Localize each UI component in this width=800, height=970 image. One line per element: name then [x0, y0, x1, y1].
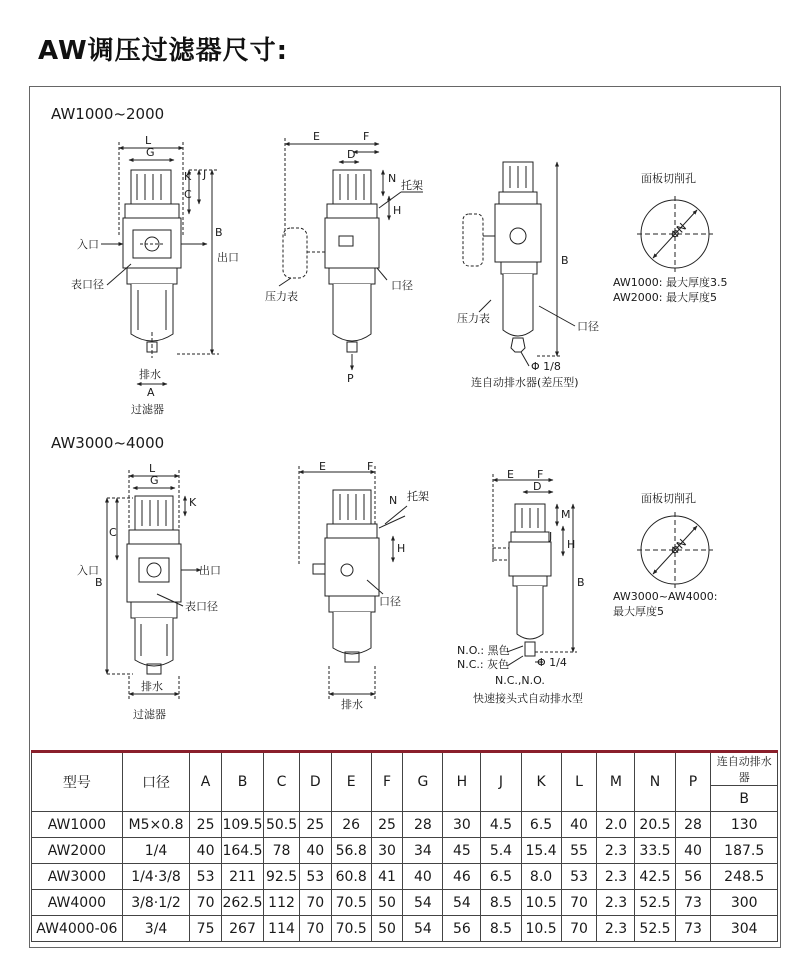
table-cell: 6.5 — [481, 864, 521, 890]
dim-F-large: F — [367, 460, 374, 473]
label-gauge-port-small: 表口径 — [71, 278, 104, 291]
table-cell: 25 — [190, 812, 222, 838]
table-cell: 70 — [190, 890, 222, 916]
table-cell: 6.5 — [521, 812, 561, 838]
header-E: E — [331, 752, 371, 812]
dim-E-small: E — [313, 130, 320, 143]
dim-H-large: H — [397, 542, 406, 555]
label-quick-drain: 快速接头式自动排水型 — [473, 692, 583, 705]
table-cell: 40 — [190, 838, 222, 864]
dim-B-auto-small: B — [561, 254, 569, 267]
label-drain-small: 排水 — [139, 368, 161, 381]
dim-A-small: A — [147, 386, 155, 399]
label-nc-gray: N.C.: 灰色 — [457, 658, 510, 671]
dim-C-small: C — [184, 188, 192, 201]
table-cell: 2.3 — [597, 864, 635, 890]
dim-H-small: H — [393, 204, 402, 217]
header-auto-drain-B: B — [711, 786, 778, 812]
table-cell: 53 — [190, 864, 222, 890]
dim-L-small: L — [145, 134, 152, 147]
table-cell: AW1000 — [32, 812, 123, 838]
label-phi-large: Φ 1/4 — [537, 656, 567, 669]
dim-J-small: J — [203, 168, 207, 181]
section-heading-small: AW1000~2000 — [51, 105, 165, 123]
table-cell: 50.5 — [264, 812, 300, 838]
table-cell: 54 — [403, 890, 443, 916]
table-cell: 267 — [221, 916, 263, 942]
table-cell: 26 — [331, 812, 371, 838]
table-cell: 30 — [443, 812, 481, 838]
table-cell: 2.3 — [597, 890, 635, 916]
table-cell: 50 — [371, 890, 403, 916]
dim-H-quick: H — [567, 538, 576, 551]
table-cell: 28 — [403, 812, 443, 838]
label-port-auto-small: 口径 — [577, 320, 599, 333]
label-port-large: 口径 — [379, 595, 401, 608]
label-drain-side-large: 排水 — [341, 698, 363, 711]
table-cell: 10.5 — [521, 916, 561, 942]
table-row — [32, 890, 778, 916]
panel-note1-small: AW1000: 最大厚度3.5 — [613, 276, 728, 289]
label-filter-large: 过滤器 — [133, 708, 166, 721]
table-row — [32, 838, 778, 864]
dim-K-small: K — [184, 170, 192, 183]
header-K: K — [521, 752, 561, 812]
table-cell: 34 — [403, 838, 443, 864]
panel-note2-large: 最大厚度5 — [613, 605, 664, 618]
panel-title-small: 面板切削孔 — [641, 172, 696, 185]
table-cell: 112 — [264, 890, 300, 916]
table-cell: 40 — [561, 812, 597, 838]
header-N: N — [635, 752, 675, 812]
table-cell: 262.5 — [221, 890, 263, 916]
panel-note1-large: AW3000~AW4000: — [613, 590, 718, 603]
filter-auto-drain-view-small — [463, 162, 575, 366]
table-cell: 70 — [561, 890, 597, 916]
table-cell: 50 — [371, 916, 403, 942]
dim-L-large: L — [149, 462, 156, 475]
table-cell: 42.5 — [635, 864, 675, 890]
header-P: P — [675, 752, 711, 812]
table-cell: 1/4·3/8 — [122, 864, 190, 890]
dim-D-quick: D — [533, 480, 542, 493]
label-outlet-small: 出口 — [217, 251, 239, 264]
table-cell: 187.5 — [711, 838, 778, 864]
section-heading-large: AW3000~4000 — [51, 434, 165, 452]
dim-N-small: N — [388, 172, 397, 185]
header-model: 型号 — [32, 752, 123, 812]
table-cell: 92.5 — [264, 864, 300, 890]
header-auto-drain: 连自动排水器 — [711, 752, 778, 786]
dim-D-small: D — [347, 148, 356, 161]
label-auto-drain-small: 连自动排水器(差压型) — [471, 376, 579, 389]
label-inlet-large: 入口 — [77, 564, 99, 577]
page-title: AW调压过滤器尺寸: — [38, 36, 289, 66]
table-cell: 8.0 — [521, 864, 561, 890]
label-ncno: N.C.,N.O. — [495, 674, 545, 687]
panel-title-large: 面板切削孔 — [641, 492, 696, 505]
table-cell: 56.8 — [331, 838, 371, 864]
table-cell: 30 — [371, 838, 403, 864]
label-bracket-large: 托架 — [407, 490, 429, 503]
label-filter-small: 过滤器 — [131, 403, 164, 416]
table-cell: 40 — [299, 838, 331, 864]
table-cell: 15.4 — [521, 838, 561, 864]
table-cell: 60.8 — [331, 864, 371, 890]
table-cell: 70 — [561, 916, 597, 942]
dim-K-large: K — [189, 496, 197, 509]
table-row — [32, 812, 778, 838]
table-cell: 5.4 — [481, 838, 521, 864]
table-cell: 248.5 — [711, 864, 778, 890]
label-pressure-gauge-small: 压力表 — [265, 290, 298, 303]
table-cell: 25 — [299, 812, 331, 838]
dimension-drawings — [29, 86, 781, 750]
dim-F-small: F — [363, 130, 370, 143]
label-bracket-small: 托架 — [401, 179, 423, 192]
table-cell: AW2000 — [32, 838, 123, 864]
table-cell: 70.5 — [331, 916, 371, 942]
table-cell: 25 — [371, 812, 403, 838]
label-outlet-large: 出口 — [199, 564, 221, 577]
table-cell: 3/4 — [122, 916, 190, 942]
table-cell: 52.5 — [635, 890, 675, 916]
filter-side-view-small — [279, 138, 423, 370]
dim-J-quick: J — [549, 530, 553, 543]
table-cell: 8.5 — [481, 890, 521, 916]
table-cell: 73 — [675, 890, 711, 916]
dim-E-large: E — [319, 460, 326, 473]
table-cell: 10.5 — [521, 890, 561, 916]
table-cell: 164.5 — [221, 838, 263, 864]
table-cell: 2.3 — [597, 838, 635, 864]
table-cell: 114 — [264, 916, 300, 942]
filter-quick-drain-view-large — [493, 474, 577, 666]
table-cell: 54 — [403, 916, 443, 942]
header-L: L — [561, 752, 597, 812]
table-cell: 3/8·1/2 — [122, 890, 190, 916]
dim-B-large: B — [95, 576, 103, 589]
table-cell: 52.5 — [635, 916, 675, 942]
table-cell: 33.5 — [635, 838, 675, 864]
dim-N-large: N — [389, 494, 398, 507]
label-no-black: N.O.: 黑色 — [457, 644, 510, 657]
dim-F-quick: F — [537, 468, 544, 481]
label-pressure-gauge-auto-small: 压力表 — [457, 312, 490, 325]
table-cell: 28 — [675, 812, 711, 838]
header-D: D — [299, 752, 331, 812]
table-cell: 78 — [264, 838, 300, 864]
table-cell: 4.5 — [481, 812, 521, 838]
table-cell: 56 — [675, 864, 711, 890]
table-cell: AW3000 — [32, 864, 123, 890]
table-row — [32, 864, 778, 890]
panel-dim-large: ΦN — [667, 536, 690, 558]
filter-front-view-small — [101, 142, 219, 384]
panel-dim-small: ΦN — [667, 220, 690, 242]
label-port-small: 口径 — [391, 279, 413, 292]
table-cell: 70 — [299, 890, 331, 916]
dim-E-quick: E — [507, 468, 514, 481]
table-cell: 109.5 — [221, 812, 263, 838]
table-cell: 75 — [190, 916, 222, 942]
table-cell: 53 — [299, 864, 331, 890]
dim-G-small: G — [146, 146, 155, 159]
panel-note2-small: AW2000: 最大厚度5 — [613, 291, 717, 304]
table-cell: 56 — [443, 916, 481, 942]
header-port: 口径 — [122, 752, 190, 812]
table-cell: 46 — [443, 864, 481, 890]
table-cell: 41 — [371, 864, 403, 890]
dim-B-quick: B — [577, 576, 585, 589]
table-cell: 40 — [675, 838, 711, 864]
table-cell: 1/4 — [122, 838, 190, 864]
dim-M-quick: M — [561, 508, 571, 521]
filter-front-view-large — [107, 470, 201, 700]
dimension-table — [31, 750, 778, 942]
table-cell: 130 — [711, 812, 778, 838]
label-gauge-port-large: 表口径 — [185, 600, 218, 613]
label-inlet-small: 入口 — [77, 238, 99, 251]
label-phi-small: Φ 1/8 — [531, 360, 561, 373]
table-cell: 45 — [443, 838, 481, 864]
header-J: J — [481, 752, 521, 812]
table-cell: 20.5 — [635, 812, 675, 838]
table-row — [32, 916, 778, 942]
table-cell: 2.0 — [597, 812, 635, 838]
header-M: M — [597, 752, 635, 812]
label-drain-large: 排水 — [141, 680, 163, 693]
table-cell: 70.5 — [331, 890, 371, 916]
table-cell: 73 — [675, 916, 711, 942]
dim-G-large: G — [150, 474, 159, 487]
table-cell: 55 — [561, 838, 597, 864]
header-A: A — [190, 752, 222, 812]
table-cell: 211 — [221, 864, 263, 890]
table-cell: 53 — [561, 864, 597, 890]
table-cell: 54 — [443, 890, 481, 916]
table-cell: 304 — [711, 916, 778, 942]
table-cell: 8.5 — [481, 916, 521, 942]
dim-C-large: C — [109, 526, 117, 539]
table-cell: AW4000 — [32, 890, 123, 916]
dim-B-small: B — [215, 226, 223, 239]
table-cell: 300 — [711, 890, 778, 916]
header-F: F — [371, 752, 403, 812]
header-G: G — [403, 752, 443, 812]
header-C: C — [264, 752, 300, 812]
table-cell: AW4000-06 — [32, 916, 123, 942]
header-H: H — [443, 752, 481, 812]
table-cell: 2.3 — [597, 916, 635, 942]
table-cell: M5×0.8 — [122, 812, 190, 838]
header-B: B — [221, 752, 263, 812]
table-cell: 40 — [403, 864, 443, 890]
dim-P-small: P — [347, 372, 354, 385]
table-cell: 70 — [299, 916, 331, 942]
